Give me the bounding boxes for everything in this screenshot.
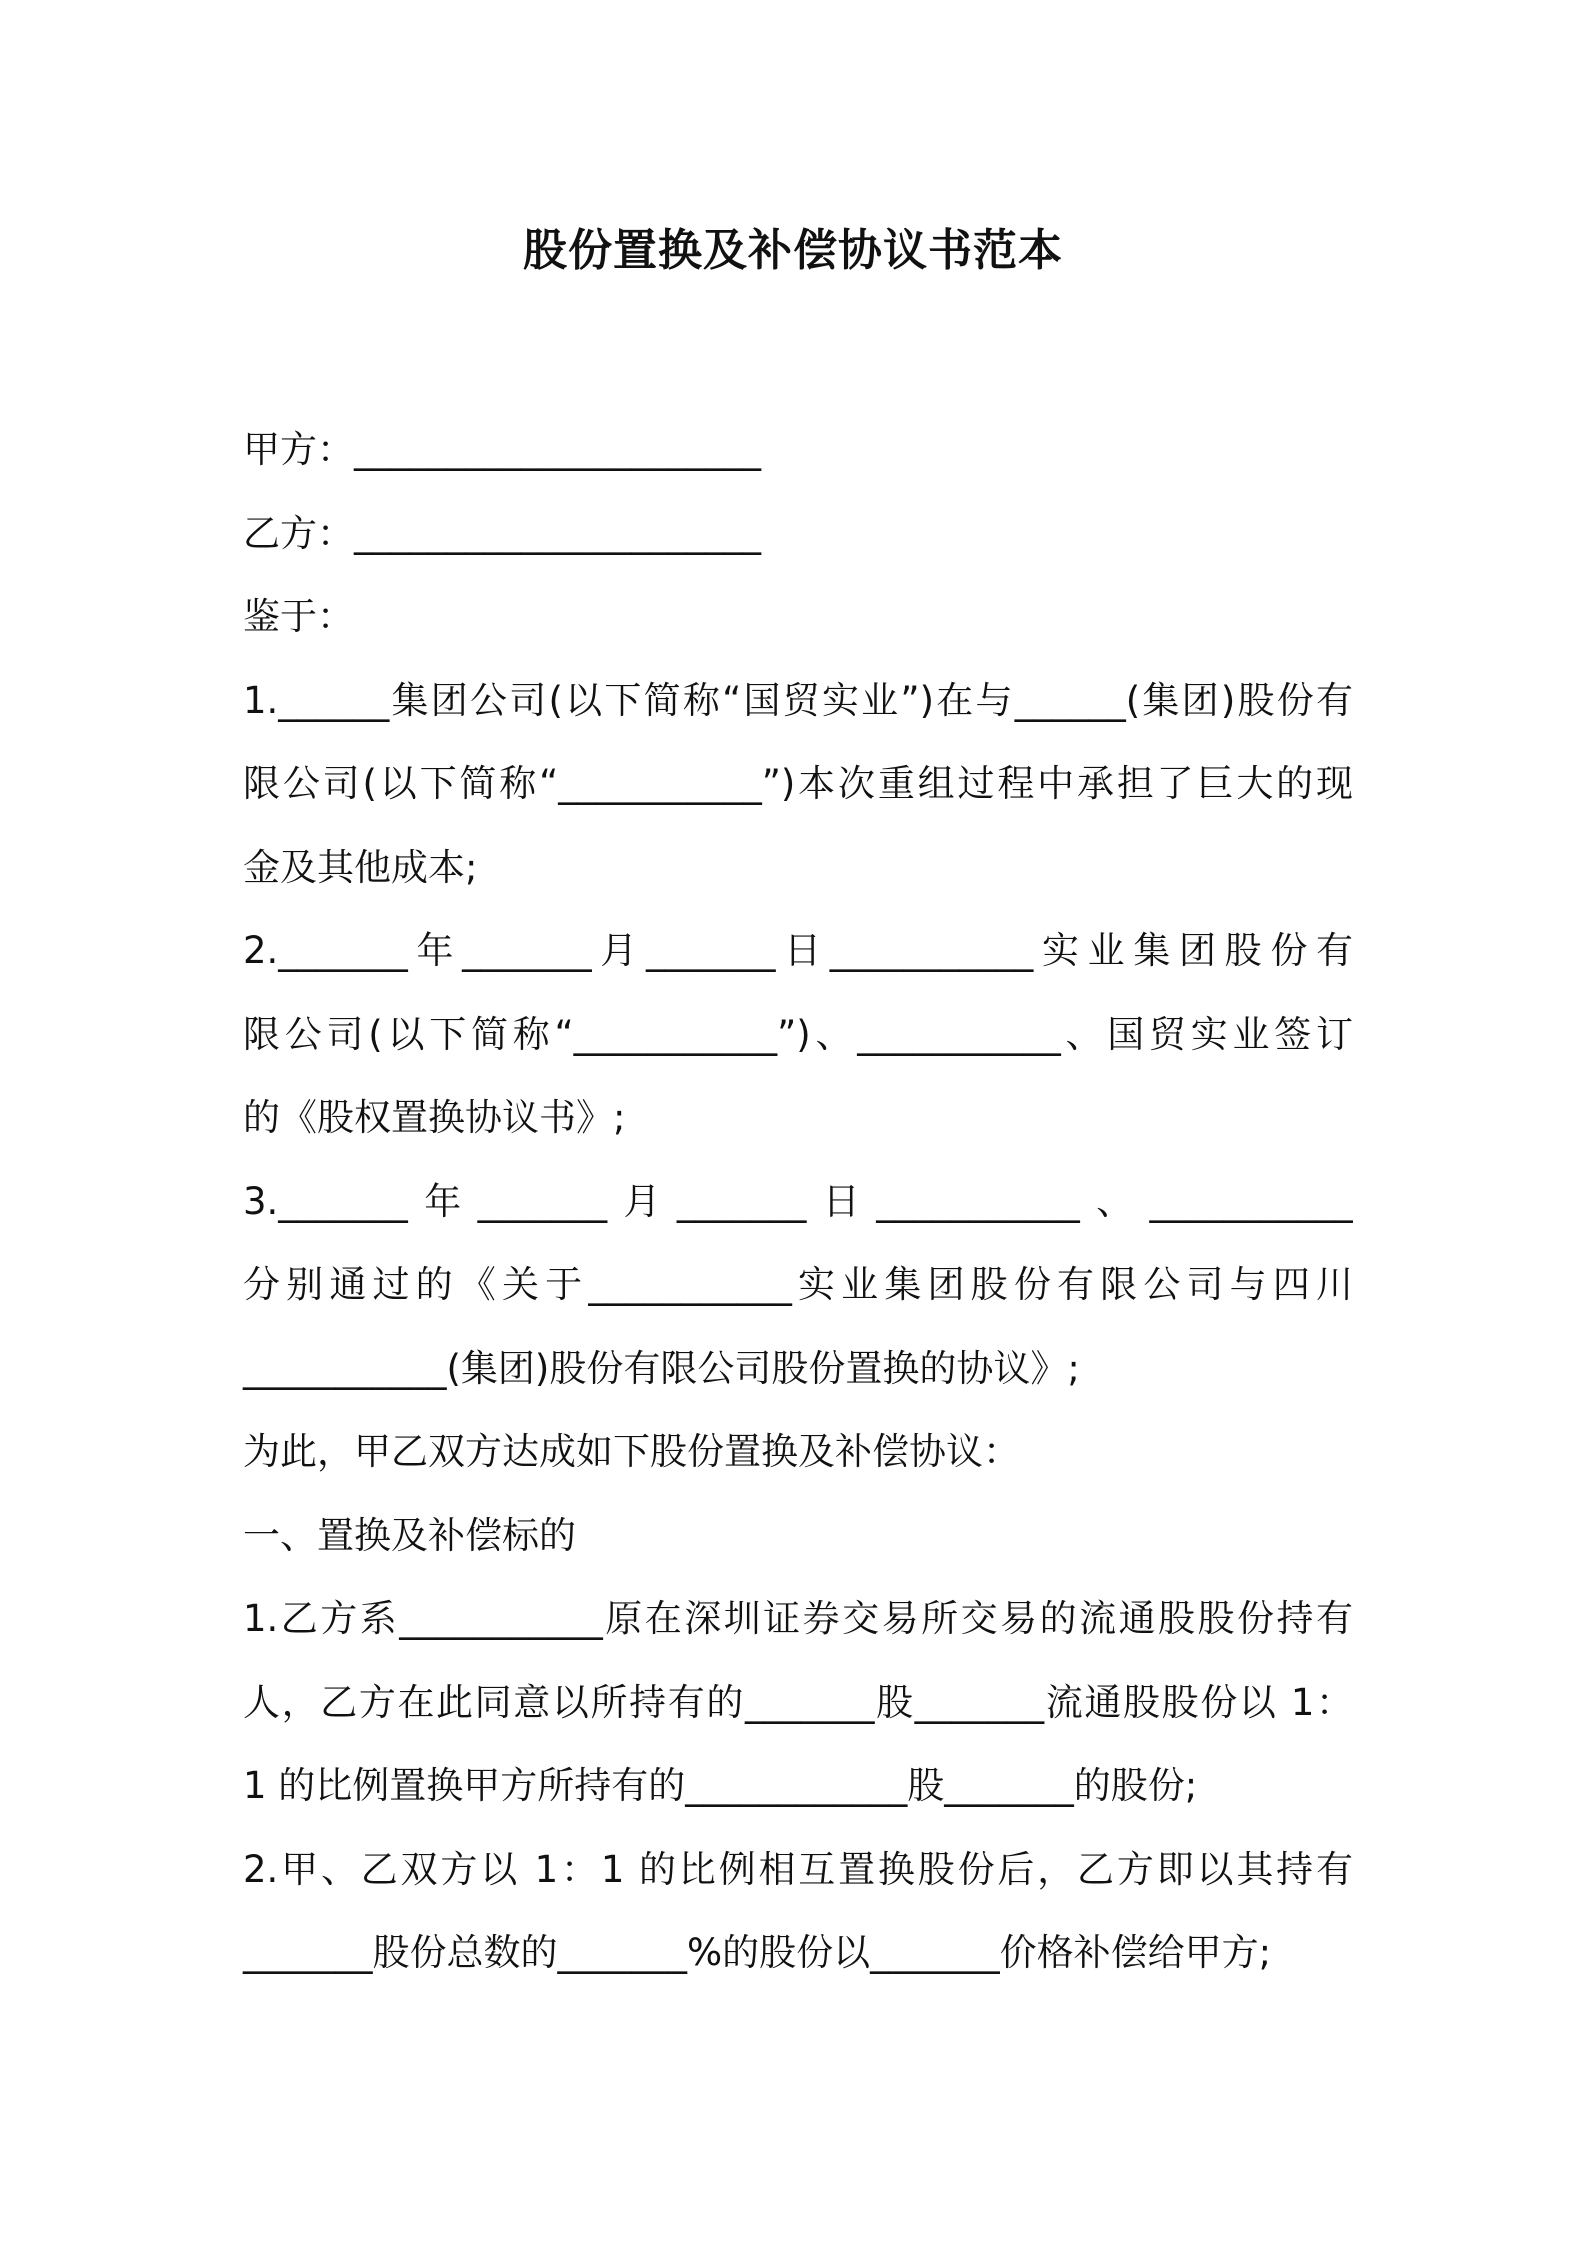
paragraph-line: 2._______年_______月_______日___________实业集团股份有 (243, 929, 1353, 972)
document-body (243, 408, 1353, 1995)
paragraph-line: 1.乙方系___________原在深圳证券交易所交易的流通股股份持有 (243, 1597, 1353, 1640)
paragraph-line: 1 的比例置换甲方所持有的____________股_______的股份; (243, 1764, 1198, 1807)
document-title: 股份置换及补偿协议书范本 (523, 225, 1063, 276)
paragraph-line: 1.______集团公司(以下简称“国贸实业”)在与______(集团)股份有 (243, 678, 1353, 722)
whereas-heading: 鉴于： (243, 595, 354, 638)
paragraph-line: 人，乙方在此同意以所持有的_______股_______流通股股份以 1： (243, 1680, 1353, 1724)
agreement-intro-line: 为此，甲乙双方达成如下股份置换及补偿协议： (243, 1430, 1020, 1473)
paragraph-line: _______股份总数的_______%的股份以_______价格补偿给甲方; (243, 1931, 1272, 1974)
paragraph-line: 限公司(以下简称“___________”)、___________、国贸实业签订 (243, 1012, 1353, 1056)
paragraph-line: 金及其他成本; (243, 845, 478, 889)
paragraph-line: 的《股权置换协议书》; (243, 1096, 626, 1139)
party-b-line: 乙方：______________________ (243, 511, 761, 555)
paragraph-line: 限公司(以下简称“___________”)本次重组过程中承担了巨大的现 (243, 762, 1353, 805)
section-heading: 一、置换及补偿标的 (243, 1513, 576, 1557)
party-a-line: 甲方：______________________ (243, 428, 761, 471)
paragraph-line: ___________(集团)股份有限公司股份置换的协议》; (243, 1346, 1080, 1390)
paragraph-line: 2.甲、乙双方以 1：1 的比例相互置换股份后，乙方即以其持有 (243, 1847, 1353, 1891)
paragraph-line: 3._______年_______月_______日___________、___________ (243, 1179, 1353, 1223)
paragraph-line: 分别通过的《关于___________实业集团股份有限公司与四川 (243, 1263, 1353, 1306)
